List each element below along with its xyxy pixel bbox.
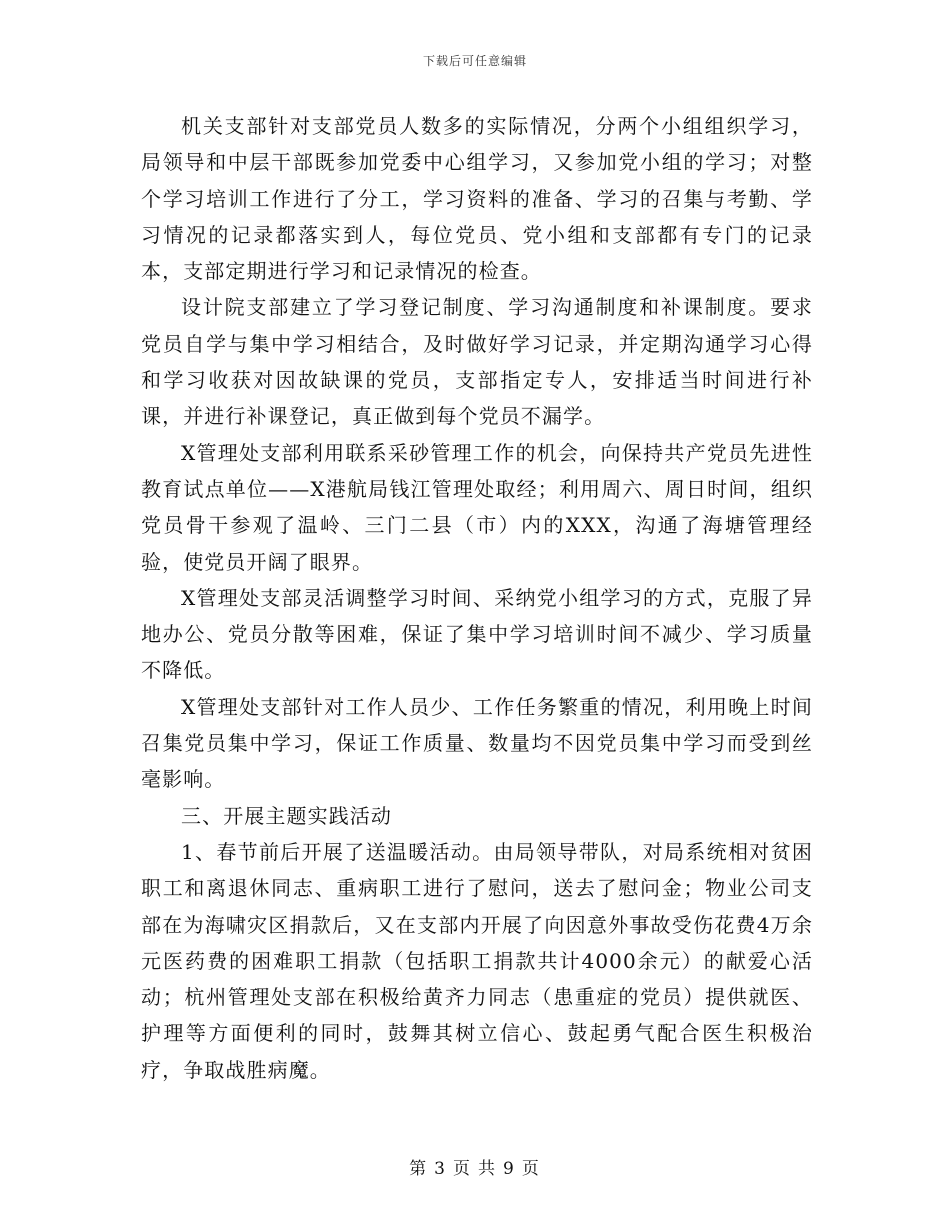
paragraph-6: 1、春节前后开展了送温暖活动。由局领导带队，对局系统相对贫困职工和离退休同志、重病职工进行了慰问，送去了慰问金；物业公司支部在为海啸灾区捐款后，又在支部内开展了向因意外事故受伤花费4万余元医药费的困难职工捐款（包括职工捐款共计4000余元）的献爱心活动；杭州管理处支部在积极给黄齐力同志（患重症的党员）提供就医、护理等方面便利的同时，鼓舞其树立信心、鼓起勇气配合医生积极治疗，争取战胜病魔。 bbox=[141, 839, 813, 1082]
paragraph-2: 设计院支部建立了学习登记制度、学习沟通制度和补课制度。要求党员自学与集中学习相结合，及时做好学习记录，并定期沟通学习心得和学习收获对因故缺课的党员，支部指定专人，安排适当时间进行补课，并进行补课登记，真正做到每个党员不漏学。 bbox=[141, 295, 813, 429]
paragraph-1: 机关支部针对支部党员人数多的实际情况，分两个小组组织学习，局领导和中层干部既参加党委中心组学习，又参加党小组的学习；对整个学习培训工作进行了分工，学习资料的准备、学习的召集与考勤、学习情况的记录都落实到人，每位党员、党小组和支部都有专门的记录本，支部定期进行学习和记录情况的检查。 bbox=[141, 114, 813, 284]
document-body bbox=[141, 108, 813, 1088]
page-footer bbox=[0, 1154, 950, 1179]
page-label-prefix: 第 bbox=[409, 1159, 429, 1179]
paragraph-5: X管理处支部针对工作人员少、工作任务繁重的情况，利用晚上时间召集党员集中学习，保证工作质量、数量均不因党员集中学习而受到丝毫影响。 bbox=[141, 694, 813, 792]
paragraph-4: X管理处支部灵活调整学习时间、采纳党小组学习的方式，克服了异地办公、党员分散等困难，保证了集中学习培训时间不减少、学习质量不降低。 bbox=[141, 585, 813, 683]
page-label-suffix: 页 bbox=[521, 1159, 541, 1179]
total-pages-number: 9 bbox=[503, 1159, 516, 1179]
page-label-mid1: 页 bbox=[453, 1159, 472, 1179]
section-heading: 三、开展主题实践活动 bbox=[181, 803, 392, 828]
paragraph-3: X管理处支部利用联系采砂管理工作的机会，向保持共产党员先进性教育试点单位——X港航局钱江管理处取经；利用周六、周日时间，组织党员骨干参观了温岭、三门二县（市）内的XXX，沟通了海塘管理经验，使党员开阔了眼界。 bbox=[141, 440, 813, 574]
current-page-number: 3 bbox=[434, 1159, 447, 1179]
page-label-mid2: 共 bbox=[478, 1159, 497, 1179]
page-header: 下载后可任意编辑 bbox=[422, 54, 527, 68]
